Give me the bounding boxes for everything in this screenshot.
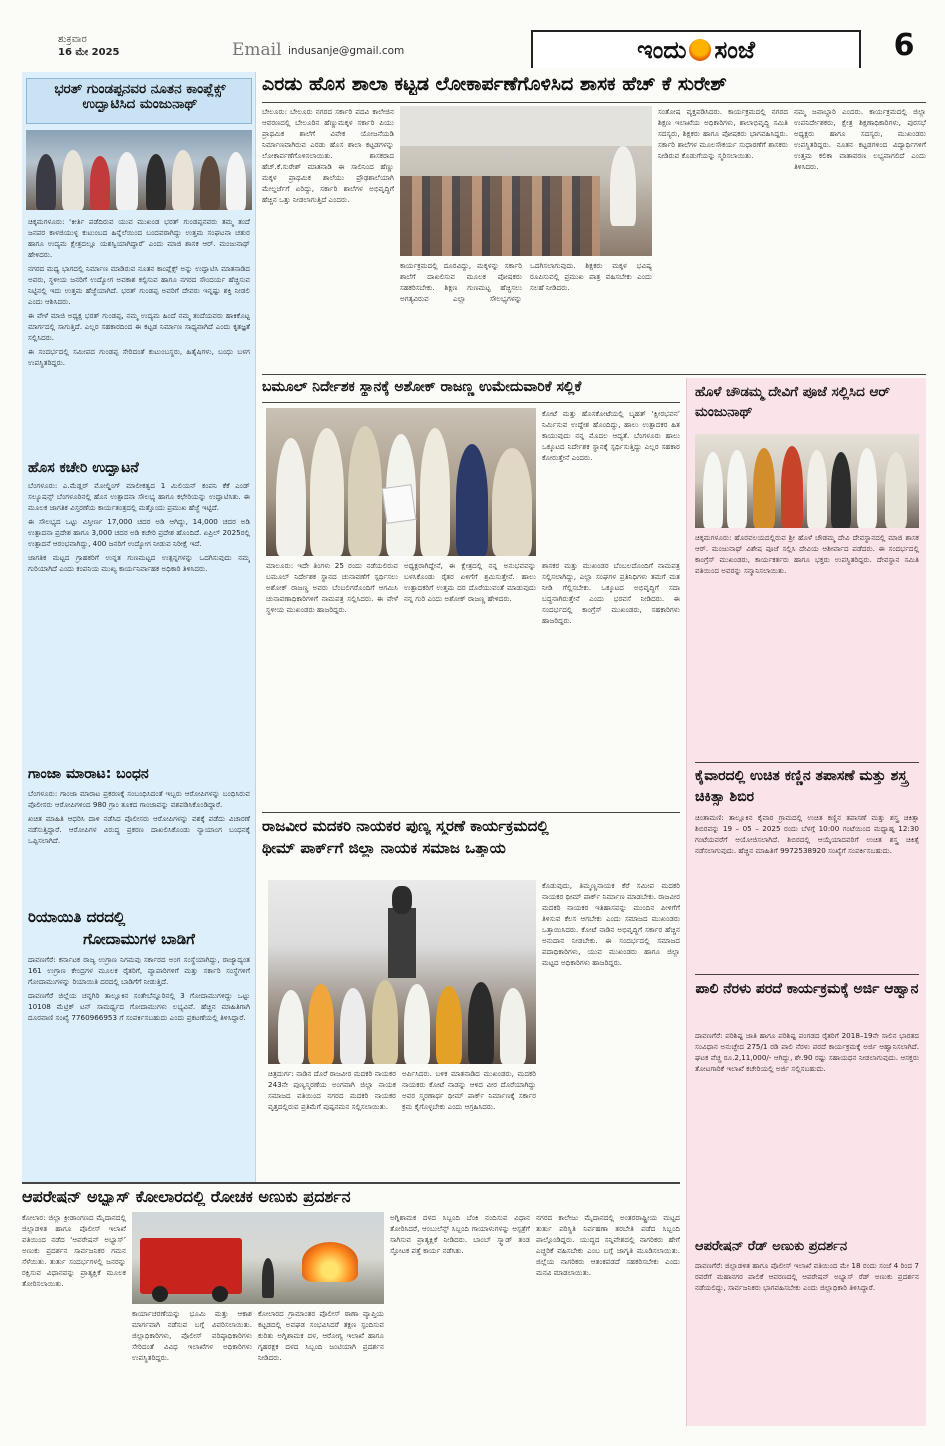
bamul-story <box>262 378 680 808</box>
right-story1-title: ಹೊಳೆ ಚೌಡಮ್ಮ ದೇವಿಗೆ ಪೂಜೆ ಸಲ್ಲಿಸಿದ ಆರ್ ಮಂಜುನಾಥ್ <box>695 384 890 421</box>
logo-left-text: ಇಂದು <box>637 36 687 64</box>
person-figure <box>278 990 304 1064</box>
page-number: 6 <box>893 28 915 63</box>
person-figure <box>420 428 450 556</box>
logo-right-text: ಸಂಜೆ <box>714 36 755 64</box>
person-figure <box>857 448 877 528</box>
document-paper <box>382 484 417 524</box>
person-figure <box>90 156 110 210</box>
right-story1-photo <box>695 434 919 528</box>
person-figure <box>310 428 344 556</box>
logo-sun-icon <box>689 39 711 61</box>
person-figure <box>885 452 907 528</box>
fire-flames <box>302 1242 358 1282</box>
masthead <box>0 0 945 68</box>
bamul-col1: ಮಾಲೂರು: ಇದೇ ತಿಂಗಳು 25 ರಂದು ನಡೆಯಲಿರುವ ಬಮೂಲ್ ನಿರ್ದೇಶಕ ಸ್ಥಾನದ ಚುನಾವಣೆಗೆ ಸ್ಪರ್ಧಿಸಲು ಅಶೋಕ್ ರಾಜಣ್ಣ ಅವರು ಬೆಂಬಲಿಗರೊಂದಿಗೆ ಆಗಮಿಸಿ ಚುನಾವಣಾಧಿಕಾರಿಗಳಿಗೆ ನಾಮಪತ್ರ ಸಲ್ಲಿಸಿದರು. ಈ ವೇಳೆ ಸ್ಥಳೀಯ ಮುಖಂಡರು ಹಾಜರಿದ್ದರು. <box>266 561 398 614</box>
operation-story <box>22 1186 680 1430</box>
paragraph: ದಾವಣಗೆರೆ: ಕರ್ನಾಟಕ ರಾಜ್ಯ ಉಗ್ರಾಣ ನಿಗಮವು ಸರ್ಕಾರದ ಅಂಗ ಸಂಸ್ಥೆಯಾಗಿದ್ದು, ರಾಜ್ಯಾದ್ಯಂತ 161 ಉಗ್ರಾಣ ಕೇಂದ್ರಗಳ ಮೂಲಕ ರೈತರಿಗೆ, ವ್ಯಾಪಾರಿಗಳಿಗೆ ಮತ್ತು ಸರ್ಕಾರಿ ಸಂಸ್ಥೆಗಳಿಗೆ ಗೋದಾಮುಗಳನ್ನು ರಿಯಾಯಿತಿ ದರದಲ್ಲಿ ಬಾಡಿಗೆಗೆ ನೀಡುತ್ತಿದೆ. <box>28 955 250 986</box>
divider <box>262 812 680 813</box>
person-figure <box>807 450 827 528</box>
person-figure <box>262 1258 274 1298</box>
left-story3-title: ಗಾಂಜಾ ಮಾರಾಟ: ಬಂಧನ <box>28 766 149 782</box>
divider <box>695 762 919 763</box>
top-story-title: ಎರಡು ಹೊಸ ಶಾಲಾ ಕಟ್ಟಡ ಲೋಕಾರ್ಪಣೆಗೊಳಿಸಿದ ಶಾಸಕ ಹೆಚ್ ಕೆ ಸುರೇಶ್ <box>262 74 727 95</box>
masthead-logo <box>531 30 861 68</box>
left-story1-title-box <box>26 78 252 124</box>
paragraph: ಖಚಿತ ಮಾಹಿತಿ ಆಧರಿಸಿ ದಾಳಿ ನಡೆಸಿದ ಪೊಲೀಸರು ಆರೋಪಿಗಳನ್ನು ವಶಕ್ಕೆ ಪಡೆದು ವಿಚಾರಣೆ ನಡೆಸುತ್ತಿದ್ದಾರೆ. ಆರೋಪಿಗಳ ವಿರುದ್ಧ ಪ್ರಕರಣ ದಾಖಲಿಸಿಕೊಂಡು ನ್ಯಾಯಾಂಗ ಬಂಧನಕ್ಕೆ ಒಪ್ಪಿಸಲಾಗಿದೆ. <box>28 814 250 845</box>
paragraph: ಈ ಸಂದರ್ಭದಲ್ಲಿ ಸಮೀಪದ ಗುಂಡಪ್ಪ ಸೇರಿದಂತೆ ಕುಟುಂಬಸ್ಥರು, ಹಿತೈಷಿಗಳು, ಬಂಧು ಬಳಗ ಉಪಸ್ಥಿತರಿದ್ದರು. <box>28 347 250 367</box>
bamul-col2: ಅಧ್ಯಕ್ಷರಾಗಿದ್ದೇನೆ, ಈ ಕ್ಷೇತ್ರದಲ್ಲಿ ನನ್ನ ಅನುಭವವನ್ನು ಬಳಸಿಕೊಂಡು ರೈತರ ಏಳಿಗೆಗೆ ಶ್ರಮಿಸುತ್ತೇನೆ. ಹಾಲು ಉತ್ಪಾದಕರಿಗೆ ಉತ್ತಮ ದರ ದೊರೆಯುವಂತೆ ಮಾಡುವುದು ನನ್ನ ಗುರಿ ಎಂದು ಅಶೋಕ್ ರಾಜಣ್ಣ ಹೇಳಿದರು. <box>404 561 536 603</box>
divider <box>22 1182 680 1184</box>
person-figure <box>610 146 636 226</box>
left-column <box>22 72 256 1182</box>
madakari-photo <box>268 880 536 1064</box>
person-figure <box>703 452 723 528</box>
paragraph: ಈ ವೇಳೆ ಮಾಜಿ ಅಧ್ಯಕ್ಷ ಭರತ್ ಗುಂಡಪ್ಪ, ನಮ್ಮ ಉದ್ಯಮ ಹಿಂದೆ ನಮ್ಮ ತಂದೆಯವರು ಹಾಕಿಕೊಟ್ಟ ಮಾರ್ಗದಲ್ಲಿ ಸಾಗುತ್ತಿದೆ. ಎಲ್ಲರ ಸಹಕಾರದಿಂದ ಈ ಕಟ್ಟಡ ನಿರ್ಮಾಣ ಸಾಧ್ಯವಾಗಿದೆ ಎಂದು ಕೃತಜ್ಞತೆ ಸಲ್ಲಿಸಿದರು. <box>28 311 250 342</box>
bamul-col3: ಶಾಸಕರ ಮತ್ತು ಮುಖಂಡರ ಬೆಂಬಲದೊಂದಿಗೆ ನಾಮಪತ್ರ ಸಲ್ಲಿಸಲಾಗಿದ್ದು, ಎಲ್ಲಾ ಸಂಘಗಳ ಪ್ರತಿನಿಧಿಗಳು ತಮಗೆ ಮತ ನೀಡಿ ಗೆಲ್ಲಿಸಬೇಕು. ಒಕ್ಕೂಟದ ಅಭಿವೃದ್ಧಿಗೆ ಸದಾ ಬದ್ಧನಾಗಿರುತ್ತೇನೆ ಎಂದು ಭರವಸೆ ನೀಡಿದರು. ಈ ಸಂದರ್ಭದಲ್ಲಿ ಕಾಂಗ್ರೆಸ್ ಮುಖಂಡರು, ಸಹಕಾರಿಗಳು ಹಾಜರಿದ್ದರು. <box>542 561 680 625</box>
left-story1-body <box>28 216 250 462</box>
paragraph: ಈ ಸೌಲಭ್ಯದ ಒಟ್ಟು ವಿಸ್ತೀರ್ಣ 17,000 ಚದರ ಅಡಿ ಆಗಿದ್ದು, 14,000 ಚದರ ಅಡಿ ಉತ್ಪಾದನಾ ಪ್ರದೇಶ ಹಾಗೂ 3,000 ಚದರ ಅಡಿ ಕಚೇರಿ ಪ್ರದೇಶ ಹೊಂದಿದೆ. ಏಪ್ರಿಲ್ 2025ರಲ್ಲಿ ಉತ್ಪಾದನೆ ಆರಂಭವಾಗಿದ್ದು, 400 ಜನರಿಗೆ ಉದ್ಯೋಗ ನೀಡುವ ನಿರೀಕ್ಷೆ ಇದೆ. <box>28 517 250 548</box>
right-story2-body: ಚಿಂತಾಮಣಿ: ತಾಲ್ಲೂಕಿನ ಕೈವಾರ ಗ್ರಾಮದಲ್ಲಿ ಉಚಿತ ಕಣ್ಣಿನ ತಪಾಸಣೆ ಮತ್ತು ಶಸ್ತ್ರ ಚಿಕಿತ್ಸಾ ಶಿಬಿರವನ್ನು 19 – 05 – 2025 ರಂದು ಬೆಳಗ್ಗೆ 10:00 ಗಂಟೆಯಿಂದ ಮಧ್ಯಾಹ್ನ 12:30 ಗಂಟೆಯವರೆಗೆ ಆಯೋಜಿಸಲಾಗಿದೆ. ಶಿಬಿರದಲ್ಲಿ ಆಯ್ಕೆಯಾದವರಿಗೆ ಉಚಿತ ಶಸ್ತ್ರ ಚಿಕಿತ್ಸೆ ನಡೆಸಲಾಗುವುದು. ಹೆಚ್ಚಿನ ಮಾಹಿತಿಗೆ 9972538920 ಸಂಖ್ಯೆಗೆ ಸಂಪರ್ಕಿಸಬಹುದು. <box>695 813 919 855</box>
truck-wheel <box>212 1286 228 1302</box>
top-story-col3: ಸಂತೋಷ ವ್ಯಕ್ತಪಡಿಸಿದರು. ಕಾರ್ಯಕ್ರಮದಲ್ಲಿ ನಗರದ ಶಿಕ್ಷಣ ಇಲಾಖೆಯ ಅಧಿಕಾರಿಗಳು, ಶಾಲಾಭಿವೃದ್ಧಿ ಸಮಿತಿ ಸದಸ್ಯರು, ಶಿಕ್ಷಕರು ಹಾಗೂ ಪೋಷಕರು ಭಾಗವಹಿಸಿದ್ದರು. ಸರ್ಕಾರಿ ಶಾಲೆಗಳ ಮೂಲಸೌಕರ್ಯ ಸುಧಾರಣೆಗೆ ಶಾಸಕರು ನೀಡಿರುವ ಕೊಡುಗೆಯನ್ನು ಸ್ಮರಿಸಲಾಯಿತು. <box>658 107 788 160</box>
bamul-right-top: ಕೋಟೆ ಮತ್ತು ಹೊಸಕೋಟೆಯಲ್ಲಿ ಬೃಹತ್ ‘ಕ್ಷೀರಭವನ’ ನಿರ್ಮಿಸುವ ಉದ್ದೇಶ ಹೊಂದಿದ್ದು, ಹಾಲು ಉತ್ಪಾದಕರ ಹಿತ ಕಾಯುವುದು ನನ್ನ ಮೊದಲ ಆದ್ಯತೆ. ಬೆಂಗಳೂರು ಹಾಲು ಒಕ್ಕೂಟದ ನಿರ್ದೇಶಕ ಸ್ಥಾನಕ್ಕೆ ಸ್ಪರ್ಧಿಸುತ್ತಿದ್ದು ಎಲ್ಲರ ಸಹಕಾರ ಕೋರುತ್ತೇನೆ ಎಂದರು. <box>542 409 680 462</box>
right-story1-body: ಚಿಕ್ಕಮಗಳೂರು: ಹೊರವಲಯದಲ್ಲಿರುವ ಶ್ರೀ ಹೊಳೆ ಚೌಡಮ್ಮ ದೇವಿ ದೇವಸ್ಥಾನದಲ್ಲಿ ಮಾಜಿ ಶಾಸಕ ಆರ್. ಮಂಜುನಾಥ್ ವಿಶೇಷ ಪೂಜೆ ಸಲ್ಲಿಸಿ ದೇವಿಯ ಆಶೀರ್ವಾದ ಪಡೆದರು. ಈ ಸಂದರ್ಭದಲ್ಲಿ ಕಾಂಗ್ರೆಸ್ ಮುಖಂಡರು, ಕಾರ್ಯಕರ್ತರು ಹಾಗೂ ಭಕ್ತರು ಉಪಸ್ಥಿತರಿದ್ದರು. ದೇವಸ್ಥಾನ ಸಮಿತಿ ವತಿಯಿಂದ ಅವರನ್ನು ಸನ್ಮಾನಿಸಲಾಯಿತು. <box>695 533 919 575</box>
paragraph: ನಗರದ ಮಧ್ಯ ಭಾಗದಲ್ಲಿ ನಿರ್ಮಾಣ ಮಾಡಿರುವ ನೂತನ ಕಾಂಪ್ಲೆಕ್ಸ್ ಅನ್ನು ಉದ್ಘಾಟಿಸಿ ಮಾತನಾಡಿದ ಅವರು, ಸ್ಥಳೀಯ ಜನರಿಗೆ ಉದ್ಯೋಗ ಅವಕಾಶ ಕಲ್ಪಿಸುವ ಹಾಗೂ ನಗರದ ಸೌಂದರ್ಯ ಹೆಚ್ಚಿಸುವ ನಿಟ್ಟಿನಲ್ಲಿ ಇದು ಉತ್ತಮ ಹೆಜ್ಜೆಯಾಗಿದೆ. ಭರತ್ ಗುಂಡಪ್ಪ ಅವರಿಗೆ ದೇವರು ಇನ್ನಷ್ಟು ಶಕ್ತಿ ನೀಡಲಿ ಎಂದು ಆಶಿಸಿದರು. <box>28 264 250 306</box>
left-story2-title: ಹೊಸ ಕಚೇರಿ ಉದ್ಘಾಟನೆ <box>28 460 139 476</box>
person-figure <box>340 988 366 1064</box>
left-story4-title-line2: ಗೋದಾಮುಗಳ ಬಾಡಿಗೆ <box>83 930 195 948</box>
statue-pedestal <box>388 908 416 978</box>
person-figure <box>172 150 194 210</box>
left-story1-photo <box>26 130 252 210</box>
top-story-col4: ನಮ್ಮ ಜವಾಬ್ದಾರಿ ಎಂದರು. ಕಾರ್ಯಕ್ರಮದಲ್ಲಿ ಜಿಲ್ಲಾ ಉಪನಿರ್ದೇಶಕರು, ಕ್ಷೇತ್ರ ಶಿಕ್ಷಣಾಧಿಕಾರಿಗಳು, ಪುರಸಭೆ ಅಧ್ಯಕ್ಷರು ಹಾಗೂ ಸದಸ್ಯರು, ಮುಖಂಡರು ಉಪಸ್ಥಿತರಿದ್ದರು. ನೂತನ ಕಟ್ಟಡಗಳಿಂದ ವಿದ್ಯಾರ್ಥಿಗಳಿಗೆ ಉತ್ತಮ ಕಲಿಕಾ ವಾತಾವರಣ ಲಭ್ಯವಾಗಲಿದೆ ಎಂದು ತಿಳಿಸಿದರು. <box>794 107 926 171</box>
operation-title: ಆಪರೇಷನ್ ಅಭ್ಯಾಸ್ ಕೋಲಾರದಲ್ಲಿ ರೋಚಕ ಅಣುಕು ಪ್ರದರ್ಶನ <box>22 1188 351 1206</box>
right-column <box>686 378 926 1426</box>
madakari-title-line2: ಥೀಮ್ ಪಾರ್ಕ್‌ಗೆ ಜಿಲ್ಲಾ ನಾಯಕ ಸಮಾಜ ಒತ್ತಾಯ <box>262 840 506 857</box>
person-figure <box>753 448 775 528</box>
top-story-photo <box>400 106 652 256</box>
person-figure <box>781 446 803 528</box>
madakari-col2: ಅರ್ಪಿಸಿದರು. ಬಳಿಕ ಮಾತನಾಡಿದ ಮುಖಂಡರು, ಮದಕರಿ ನಾಯಕರು ಕೋಟೆ ನಾಡನ್ನು ಆಳಿದ ವೀರ ದೊರೆಯಾಗಿದ್ದು ಅವರ ಸ್ಮರಣಾರ್ಥ ಥೀಮ್ ಪಾರ್ಕ್ ನಿರ್ಮಾಣಕ್ಕೆ ಸರ್ಕಾರ ಕ್ರಮ ಕೈಗೊಳ್ಳಬೇಕು ಎಂದು ಆಗ್ರಹಿಸಿದರು. <box>402 1069 536 1111</box>
operation-col4: ನಗರದ ಕಾಲೇಜು ಮೈದಾನದಲ್ಲಿ ಅಂತರರಾಷ್ಟ್ರೀಯ ಮಟ್ಟದ ತುರ್ತು ಪರಿಸ್ಥಿತಿ ನಿರ್ವಹಣಾ ತರಬೇತಿ ಪಡೆದ ಸಿಬ್ಬಂದಿ ಪಾಲ್ಗೊಂಡಿದ್ದರು. ಯುದ್ಧದ ಸನ್ನಿವೇಶದಲ್ಲಿ ನಾಗರಿಕರು ಹೇಗೆ ಎಚ್ಚರಿಕೆ ವಹಿಸಬೇಕು ಎಂಬ ಬಗ್ಗೆ ಜಾಗೃತಿ ಮೂಡಿಸಲಾಯಿತು. ಜಿಲ್ಲೆಯ ನಾಗರಿಕರು ಆತಂಕಪಡದೆ ಸಹಕರಿಸಬೇಕು ಎಂದು ಮನವಿ ಮಾಡಲಾಯಿತು. <box>536 1213 680 1277</box>
person-figure <box>200 156 220 210</box>
email-label: Email <box>232 40 282 60</box>
person-figure <box>226 152 246 210</box>
masthead-day: ಶುಕ್ರವಾರ <box>58 34 87 45</box>
operation-col1: ಕಾರ್ಯಾಚರಣೆಯನ್ನು ಭೂಮಿ ಮತ್ತು ಆಕಾಶ ಮಾರ್ಗವಾಗಿ ನಡೆಸುವ ಬಗ್ಗೆ ವಿವರಿಸಲಾಯಿತು. ಜಿಲ್ಲಾಧಿಕಾರಿಗಳು, ಪೊಲೀಸ್ ವರಿಷ್ಠಾಧಿಕಾರಿಗಳು ಸೇರಿದಂತೆ ವಿವಿಧ ಇಲಾಖೆಗಳ ಅಧಿಕಾರಿಗಳು ಉಪಸ್ಥಿತರಿದ್ದರು. <box>132 1309 252 1362</box>
divider <box>262 374 926 375</box>
operation-left: ಕೋಲಾರ: ಜಿಲ್ಲಾ ಕ್ರೀಡಾಂಗಣದ ಮೈದಾನದಲ್ಲಿ ಜಿಲ್ಲಾಡಳಿತ ಹಾಗೂ ಪೊಲೀಸ್ ಇಲಾಖೆ ವತಿಯಿಂದ ನಡೆದ ‘ಆಪರೇಷನ್ ಅಭ್ಯಾಸ್’ ಅಣುಕು ಪ್ರದರ್ಶನ ಸಾರ್ವಜನಿಕರ ಗಮನ ಸೆಳೆಯಿತು. ತುರ್ತು ಸಂದರ್ಭಗಳಲ್ಲಿ ಜನರನ್ನು ರಕ್ಷಿಸುವ ವಿಧಾನವನ್ನು ಪ್ರಾತ್ಯಕ್ಷಿಕೆ ಮೂಲಕ ತೋರಿಸಲಾಯಿತು. <box>22 1213 126 1288</box>
person-figure <box>468 982 494 1064</box>
right-story4-title: ಆಪರೇಷನ್ ರೆಡ್ ಅಣುಕು ಪ್ರದರ್ಶನ <box>695 1240 848 1254</box>
left-story3-body <box>28 788 250 906</box>
bamul-photo <box>266 408 536 556</box>
left-story4-title-line1: ರಿಯಾಯಿತಿ ದರದಲ್ಲಿ <box>28 908 126 926</box>
paragraph: ಜಾಗತಿಕ ಮಟ್ಟದ ಗ್ರಾಹಕರಿಗೆ ಉನ್ನತ ಗುಣಮಟ್ಟದ ಉತ್ಪನ್ನಗಳನ್ನು ಒದಗಿಸುವುದು ನಮ್ಮ ಗುರಿಯಾಗಿದೆ ಎಂದು ಕಂಪನಿಯ ಮುಖ್ಯ ಕಾರ್ಯನಿರ್ವಾಹಕ ಅಧಿಕಾರಿ ತಿಳಿಸಿದರು. <box>28 553 250 573</box>
person-figure <box>372 980 398 1064</box>
person-figure <box>492 448 532 556</box>
divider <box>695 974 919 975</box>
person-figure <box>348 426 382 556</box>
madakari-title-line1: ರಾಜವೀರ ಮದಕರಿ ನಾಯಕರ ಪುಣ್ಯ ಸ್ಮರಣೆ ಕಾರ್ಯಕ್ರಮದಲ್ಲಿ <box>262 818 549 835</box>
top-story-col2: ಕಾರ್ಯಕ್ರಮದಲ್ಲಿ ದೂರವಿದ್ದು, ಮಕ್ಕಳನ್ನು ಸರ್ಕಾರಿ ಶಾಲೆಗೆ ದಾಖಲಿಸುವ ಮೂಲಕ ಪೋಷಕರು ಸಹಕರಿಸಬೇಕು. ಶಿಕ್ಷಣ ಗುಣಮಟ್ಟ ಹೆಚ್ಚಿಸಲು ಅಗತ್ಯವಿರುವ ಎಲ್ಲಾ ಸೌಲಭ್ಯಗಳನ್ನು ಒದಗಿಸಲಾಗುವುದು. ಶಿಕ್ಷಕರು ಮಕ್ಕಳ ಭವಿಷ್ಯ ರೂಪಿಸುವಲ್ಲಿ ಪ್ರಮುಖ ಪಾತ್ರ ವಹಿಸಬೇಕು ಎಂದು ಸಲಹೆ ನೀಡಿದರು. <box>400 261 652 303</box>
person-figure <box>146 154 166 210</box>
top-story-col1: ಬೇಲೂರು: ಬೇಲೂರು ನಗರದ ಸರ್ಕಾರಿ ಪದವಿ ಕಾಲೇಜಿನ ಆವರಣದಲ್ಲಿ ಬೇಲೂರಿನ ಹೆಣ್ಣುಮಕ್ಕಳ ಸರ್ಕಾರಿ ಪಿಯು ಪ್ರಾಥಮಿಕ ಶಾಲೆಗೆ ವಿವೇಕ ಯೋಜನೆಯಡಿ ನಿರ್ಮಾಣವಾಗಿರುವ ಎರಡು ಹೊಸ ಶಾಲಾ ಕಟ್ಟಡಗಳನ್ನು ಲೋಕಾರ್ಪಣೆಗೊಳಿಸಲಾಯಿತು. ಶಾಸಕರಾದ ಹೆಚ್.ಕೆ.ಸುರೇಶ್ ಮಾತನಾಡಿ ಈ ಸಾಲಿನಿಂದ ಹೆಣ್ಣು ಮಕ್ಕಳ ಪ್ರಾಥಮಿಕ ಶಾಲೆಯು ಪ್ರೌಢಶಾಲೆಯಾಗಿ ಮೇಲ್ದರ್ಜೆಗೆ ಏರಿದ್ದು, ಸರ್ಕಾರಿ ಶಾಲೆಗಳ ಅಭಿವೃದ್ಧಿಗೆ ಹೆಚ್ಚಿನ ಒತ್ತು ನೀಡಲಾಗುತ್ತಿದೆ ಎಂದರು. <box>262 107 394 204</box>
person-figure <box>500 988 526 1064</box>
bamul-title-rule <box>262 402 680 403</box>
email-address: indusanje@gmail.com <box>288 45 405 57</box>
person-figure <box>436 986 462 1064</box>
statue <box>392 886 412 914</box>
madakari-right-text: ಕೊಡುವುದು, ತಿಮ್ಮಣ್ಣನಾಯಕ ಕೆರೆ ಸಮೀಪ ಮದಕರಿ ನಾಯಕರ ಥೀಮ್ ಪಾರ್ಕ್ ನಿರ್ಮಾಣ ಮಾಡಬೇಕು. ರಾಜವೀರ ಮದಕರಿ ನಾಯಕರ ಇತಿಹಾಸವನ್ನು ಮುಂದಿನ ಪೀಳಿಗೆಗೆ ತಿಳಿಸುವ ಕೆಲಸ ಆಗಬೇಕು ಎಂದು ಸಮಾಜದ ಮುಖಂಡರು ಒತ್ತಾಯಿಸಿದರು. ಕೋಟೆ ನಾಡಿನ ಅಭಿವೃದ್ಧಿಗೆ ಸರ್ಕಾರ ಹೆಚ್ಚಿನ ಅನುದಾನ ನೀಡಬೇಕು. ಈ ಸಂದರ್ಭದಲ್ಲಿ ಸಮಾಜದ ಪದಾಧಿಕಾರಿಗಳು, ಯುವ ಮುಖಂಡರು ಹಾಗೂ ಜಿಲ್ಲಾ ಮಟ್ಟದ ಅಧಿಕಾರಿಗಳು ಹಾಜರಿದ್ದರು. <box>542 881 680 967</box>
person-figure <box>116 152 138 210</box>
person-figure <box>308 984 334 1064</box>
paragraph: ಬೆಂಗಳೂರು: ಗಾಂಜಾ ಮಾರಾಟ ಪ್ರಕರಣಕ್ಕೆ ಸಂಬಂಧಿಸಿದಂತೆ ಇಬ್ಬರು ಆರೋಪಿಗಳನ್ನು ಬಂಧಿಸಿರುವ ಪೊಲೀಸರು ಆರೋಪಿಗಳಿಂದ 980 ಗ್ರಾಂ ತೂಕದ ಗಾಂಜಾವನ್ನು ವಶಪಡಿಸಿಕೊಂಡಿದ್ದಾರೆ. <box>28 789 250 809</box>
madakari-story <box>262 816 680 1178</box>
person-figure <box>404 984 430 1064</box>
operation-col3: ಅಗ್ನಿಶಾಮಕ ದಳದ ಸಿಬ್ಬಂದಿ ಬೆಂಕಿ ನಂದಿಸುವ ವಿಧಾನ ತೋರಿಸಿದರೆ, ಆಂಬುಲೆನ್ಸ್ ಸಿಬ್ಬಂದಿ ಗಾಯಾಳುಗಳನ್ನು ಆಸ್ಪತ್ರೆಗೆ ಸಾಗಿಸುವ ಪ್ರಾತ್ಯಕ್ಷಿಕೆ ನೀಡಿದರು. ಬಾಂಬ್ ಸ್ಕ್ವಾಡ್ ತಂಡ ಸ್ಫೋಟಕ ಪತ್ತೆ ಕಾರ್ಯ ನಡೆಸಿತು. <box>390 1213 530 1255</box>
top-story <box>262 72 926 372</box>
fire-truck <box>140 1238 242 1294</box>
right-story3-title: ಪಾಲಿ ನೆರಳು ಪರದೆ ಕಾರ್ಯಕ್ರಮಕ್ಕೆ ಅರ್ಜಿ ಆಹ್ವಾನ <box>695 981 919 997</box>
top-story-rule <box>262 102 926 103</box>
right-story3-body: ದಾವಣಗೆರೆ: ಪರಿಶಿಷ್ಟ ಜಾತಿ ಹಾಗೂ ಪರಿಶಿಷ್ಟ ಪಂಗಡದ ರೈತರಿಗೆ 2018–19ನೇ ಸಾಲಿನ ಭಾರತದ ಸಂವಿಧಾನ ಅನುಚ್ಛೇದ 275/1 ರಡಿ ಪಾಲಿ ನೆರಳು ಪರದೆ ಕಾರ್ಯಕ್ರಮಕ್ಕೆ ಅರ್ಜಿ ಆಹ್ವಾನಿಸಲಾಗಿದೆ. ಘಟಕ ವೆಚ್ಚ ರೂ.2,11,000/- ಆಗಿದ್ದು, ಶೇ.90 ರಷ್ಟು ಸಹಾಯಧನ ನೀಡಲಾಗುವುದು. ಆಸಕ್ತರು ತೋಟಗಾರಿಕೆ ಇಲಾಖೆ ಕಚೇರಿಯಲ್ಲಿ ಅರ್ಜಿ ಸಲ್ಲಿಸಬಹುದು. <box>695 1031 919 1073</box>
paragraph: ಚಿಕ್ಕಮಗಳೂರು: ‘ಕೀರ್ತಿ ಪಡೆದಿರುವ ಯುವ ಮುಖಂಡ ಭರತ್ ಗುಂಡಪ್ಪನವರು ತಮ್ಮ ತಂದೆ ಜನಪರ ಕಾಳಜಿಯುಳ್ಳ ಕುಟುಂಬದ ಹಿನ್ನೆಲೆಯಿಂದ ಬಂದವರಾಗಿದ್ದು ಉತ್ತಮ ಸಂಘಟನಾ ಚತುರ ಹಾಗೂ ಉದ್ಯಮ ಕ್ಷೇತ್ರದಲ್ಲೂ ಯಶಸ್ವಿಯಾಗಿದ್ದಾರೆ’ ಎಂದು ಮಾಜಿ ಶಾಸಕ ಆರ್. ಮಂಜುನಾಥ್ ಹೇಳಿದರು. <box>28 217 250 259</box>
person-figure <box>831 452 851 528</box>
paragraph: ಬೆಂಗಳೂರು: ಎ.ಮೆಡ್ಲರ್ ಮೋಲ್ಡಿಂಗ್ ಮಾಲೀಕತ್ವದ 1 ಮಿಲಿಯನ್ ಕಂಪನಿ ಕೆಕೆ ಎಂಡ್ ಸಲ್ಯೂಷನ್ಸ್ ಬೆಂಗಳೂರಿನಲ್ಲಿ ಹೊಸ ಉತ್ಪಾದನಾ ಸೌಲಭ್ಯ ಹಾಗೂ ಕಛೇರಿಯನ್ನು ಉದ್ಘಾಟಿಸಿತು. ಈ ಮೂಲಕ ಜಾಗತಿಕ ವಿಸ್ತರಣೆಯ ಕಾರ್ಯತಂತ್ರದಲ್ಲಿ ಮತ್ತೊಂದು ಪ್ರಮುಖ ಹೆಜ್ಜೆ ಇಟ್ಟಿದೆ. <box>28 481 250 512</box>
right-story4-body: ದಾವಣಗೆರೆ: ಜಿಲ್ಲಾಡಳಿತ ಹಾಗೂ ಪೊಲೀಸ್ ಇಲಾಖೆ ವತಿಯಿಂದ ಮೇ 18 ರಂದು ಸಂಜೆ 4 ರಿಂದ 7 ರವರೆಗೆ ಮಹಾನಗರ ಪಾಲಿಕೆ ಆವರಣದಲ್ಲಿ ಆಪರೇಷನ್ ಅಭ್ಯಾಸ್ ರೆಡ್ ಅಣುಕು ಪ್ರದರ್ಶನ ನಡೆಯಲಿದ್ದು, ಸಾರ್ವಜನಿಕರು ಭಾಗವಹಿಸಬೇಕು ಎಂದು ಜಿಲ್ಲಾಧಿಕಾರಿ ತಿಳಿಸಿದ್ದಾರೆ. <box>695 1261 919 1292</box>
person-figure <box>276 438 306 556</box>
paragraph: ದಾವಣಗೆರೆ ಜಿಲ್ಲೆಯ ಚನ್ನಗಿರಿ ತಾಲ್ಲೂಕಿನ ಸಂತೇಬೆನ್ನೂರಿನಲ್ಲಿ 3 ಗೋದಾಮುಗಳಿದ್ದು ಒಟ್ಟು 10108 ಮೆಟ್ರಿಕ್ ಟನ್ ಸಾಮರ್ಥ್ಯದ ಗೋದಾಮುಗಳು ಲಭ್ಯವಿವೆ. ಹೆಚ್ಚಿನ ಮಾಹಿತಿಗಾಗಿ ದೂರವಾಣಿ ಸಂಖ್ಯೆ 7760966953 ಗೆ ಸಂಪರ್ಕಿಸಬಹುದು ಎಂದು ಪ್ರಕಟಣೆಯಲ್ಲಿ ತಿಳಿಸಿದ್ದಾರೆ. <box>28 991 250 1022</box>
audience-rows <box>400 176 600 256</box>
truck-wheel <box>152 1286 168 1302</box>
operation-photo <box>132 1212 384 1304</box>
masthead-date: 16 ಮೇ 2025 <box>58 47 120 58</box>
left-story1-title: ಭರತ್ ಗುಂಡಪ್ಪನವರ ನೂತನ ಕಾಂಪ್ಲೆಕ್ಸ್ ಉದ್ಘಾಟಿಸಿದ ಮಂಜುನಾಥ್ <box>54 82 226 113</box>
person-figure <box>456 444 488 556</box>
left-story4-body <box>28 954 250 1178</box>
madakari-col1: ಚಿತ್ರದುರ್ಗ: ನಾಡಿನ ದೊರೆ ರಾಜವೀರ ಮದಕರಿ ನಾಯಕರ 243ನೇ ಪುಣ್ಯಸ್ಮರಣೆಯ ಅಂಗವಾಗಿ ಜಿಲ್ಲಾ ನಾಯಕ ಸಮಾಜದ ವತಿಯಿಂದ ನಗರದ ಮದಕರಿ ನಾಯಕರ ವೃತ್ತದಲ್ಲಿರುವ ಪ್ರತಿಮೆಗೆ ಪುಷ್ಪನಮನ ಸಲ್ಲಿಸಲಾಯಿತು. <box>268 1069 396 1111</box>
right-story2-title: ಕೈವಾರದಲ್ಲಿ ಉಚಿತ ಕಣ್ಣಿನ ತಪಾಸಣೆ ಮತ್ತು ಶಸ್ತ್ರ ಚಿಕಿತ್ಸಾ ಶಿಬಿರ <box>695 768 908 805</box>
person-figure <box>62 150 84 210</box>
bamul-story-title: ಬಮೂಲ್ ನಿರ್ದೇಶಕ ಸ್ಥಾನಕ್ಕೆ ಅಶೋಕ್ ರಾಜಣ್ಣ ಉಮೇದುವಾರಿಕೆ ಸಲ್ಲಿಕೆ <box>262 380 582 395</box>
ceiling-area <box>400 106 652 146</box>
operation-col2: ಕೋಲಾರದ ಗ್ರಾಮಾಂತರ ಪೊಲೀಸ್ ಠಾಣಾ ವ್ಯಾಪ್ತಿಯ ಕಟ್ಟಡದಲ್ಲಿ ಅವಘಡ ಸಂಭವಿಸಿದರೆ ತಕ್ಷಣ ಸ್ಪಂದಿಸುವ ಕುರಿತು ಅಗ್ನಿಶಾಮಕ ದಳ, ಆರೋಗ್ಯ ಇಲಾಖೆ ಹಾಗೂ ಗೃಹರಕ್ಷಕ ದಳದ ಸಿಬ್ಬಂದಿ ಜಂಟಿಯಾಗಿ ಪ್ರದರ್ಶನ ನೀಡಿದರು. <box>258 1309 384 1362</box>
left-story2-body <box>28 480 250 764</box>
person-figure <box>36 154 56 210</box>
person-figure <box>727 450 747 528</box>
